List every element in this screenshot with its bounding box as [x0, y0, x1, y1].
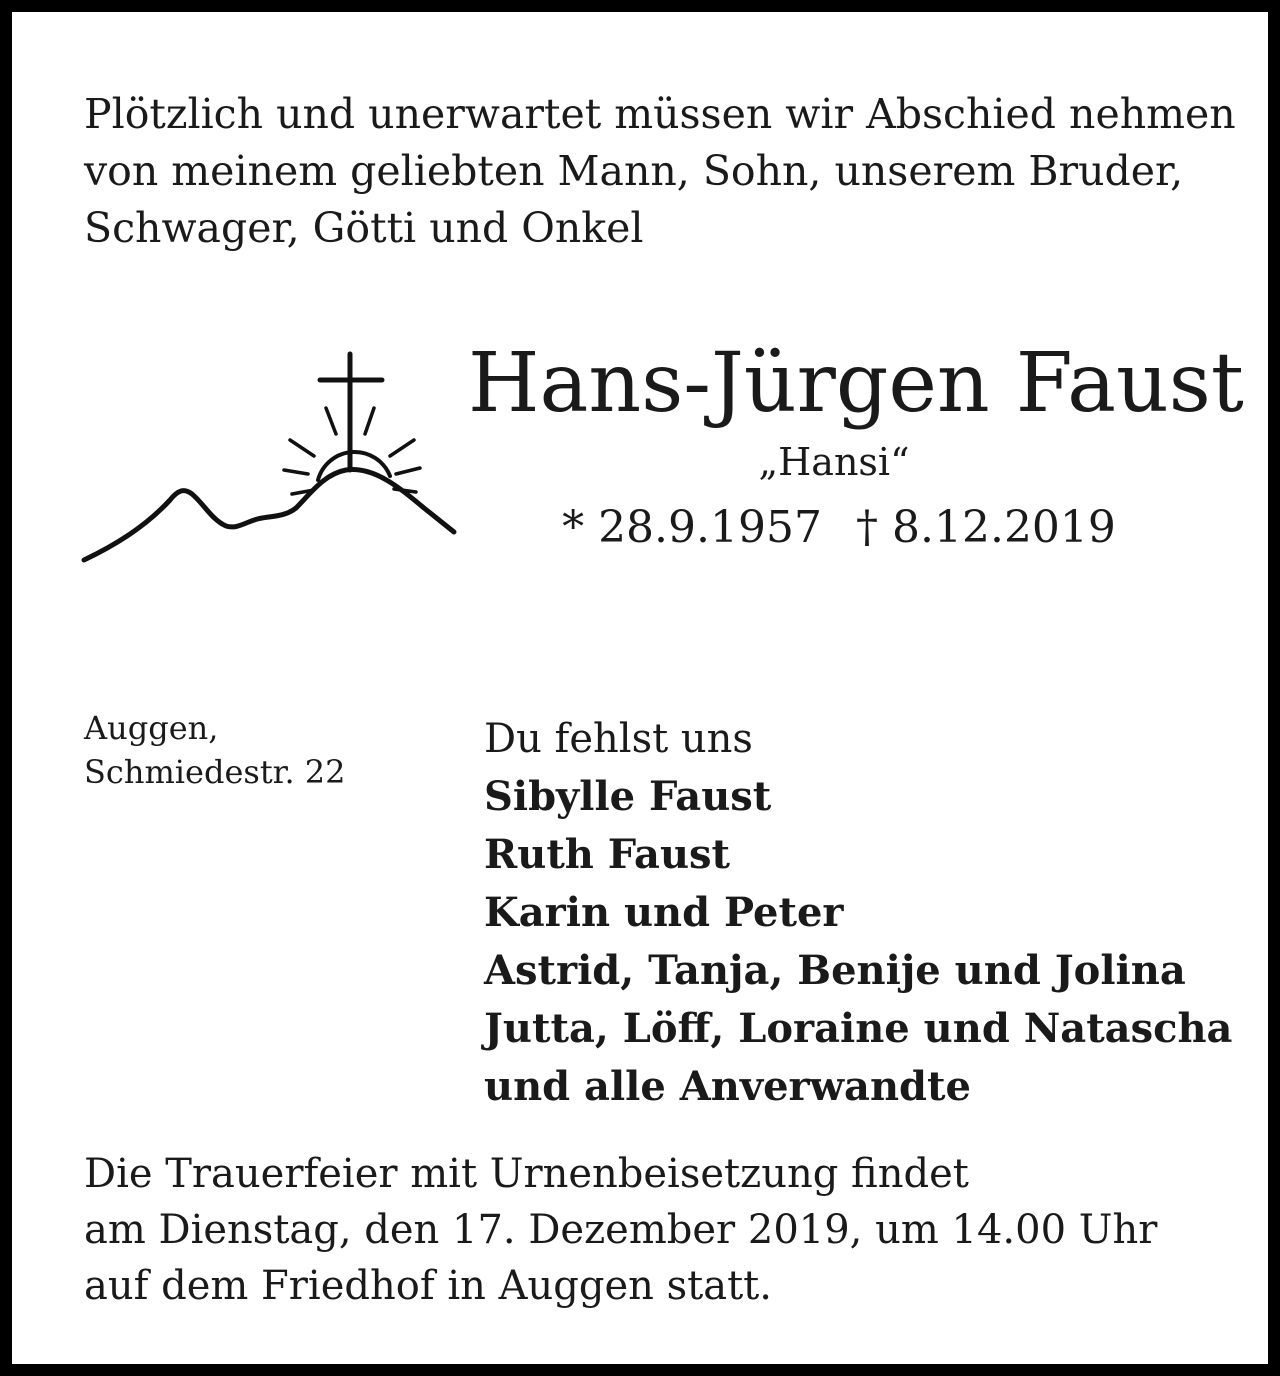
intro-text: [84, 86, 1234, 257]
mourner-name: Karin und Peter: [484, 889, 844, 936]
mourner-name: und alle Anverwandte: [484, 1063, 971, 1110]
cross-on-mountain-with-sun-icon: [78, 348, 460, 570]
deceased-name: Hans-Jürgen Faust: [468, 336, 1244, 431]
life-dates: [468, 498, 1228, 558]
intro-line: Plötzlich und unerwartet müssen wir Abschied nehmen: [84, 90, 1236, 138]
mourner-name: Jutta, Löff, Loraine und Natascha: [484, 1005, 1233, 1052]
birth-date: * 28.9.1957: [562, 502, 822, 553]
deceased-nickname: „Hansi“: [758, 440, 910, 484]
death-date: † 8.12.2019: [856, 502, 1116, 553]
mourner-name: Ruth Faust: [484, 831, 731, 878]
address: [84, 706, 346, 794]
mourners-list: [484, 710, 1244, 1116]
address-line: Schmiedestr. 22: [84, 753, 346, 791]
intro-line: von meinem geliebten Mann, Sohn, unserem Bruder,: [84, 147, 1184, 195]
service-line: Die Trauerfeier mit Urnenbeisetzung findet: [84, 1151, 969, 1197]
mourners-lead: Du fehlst uns: [484, 716, 753, 762]
address-line: Auggen,: [84, 709, 219, 747]
intro-line: Schwager, Götti und Onkel: [84, 204, 644, 252]
service-line: auf dem Friedhof in Auggen statt.: [84, 1263, 772, 1309]
service-line: am Dienstag, den 17. Dezember 2019, um 14.00 Uhr: [84, 1207, 1158, 1253]
mourner-name: Astrid, Tanja, Benije und Jolina: [484, 947, 1186, 994]
mourner-name: Sibylle Faust: [484, 773, 772, 820]
service-notice: [84, 1146, 1234, 1314]
